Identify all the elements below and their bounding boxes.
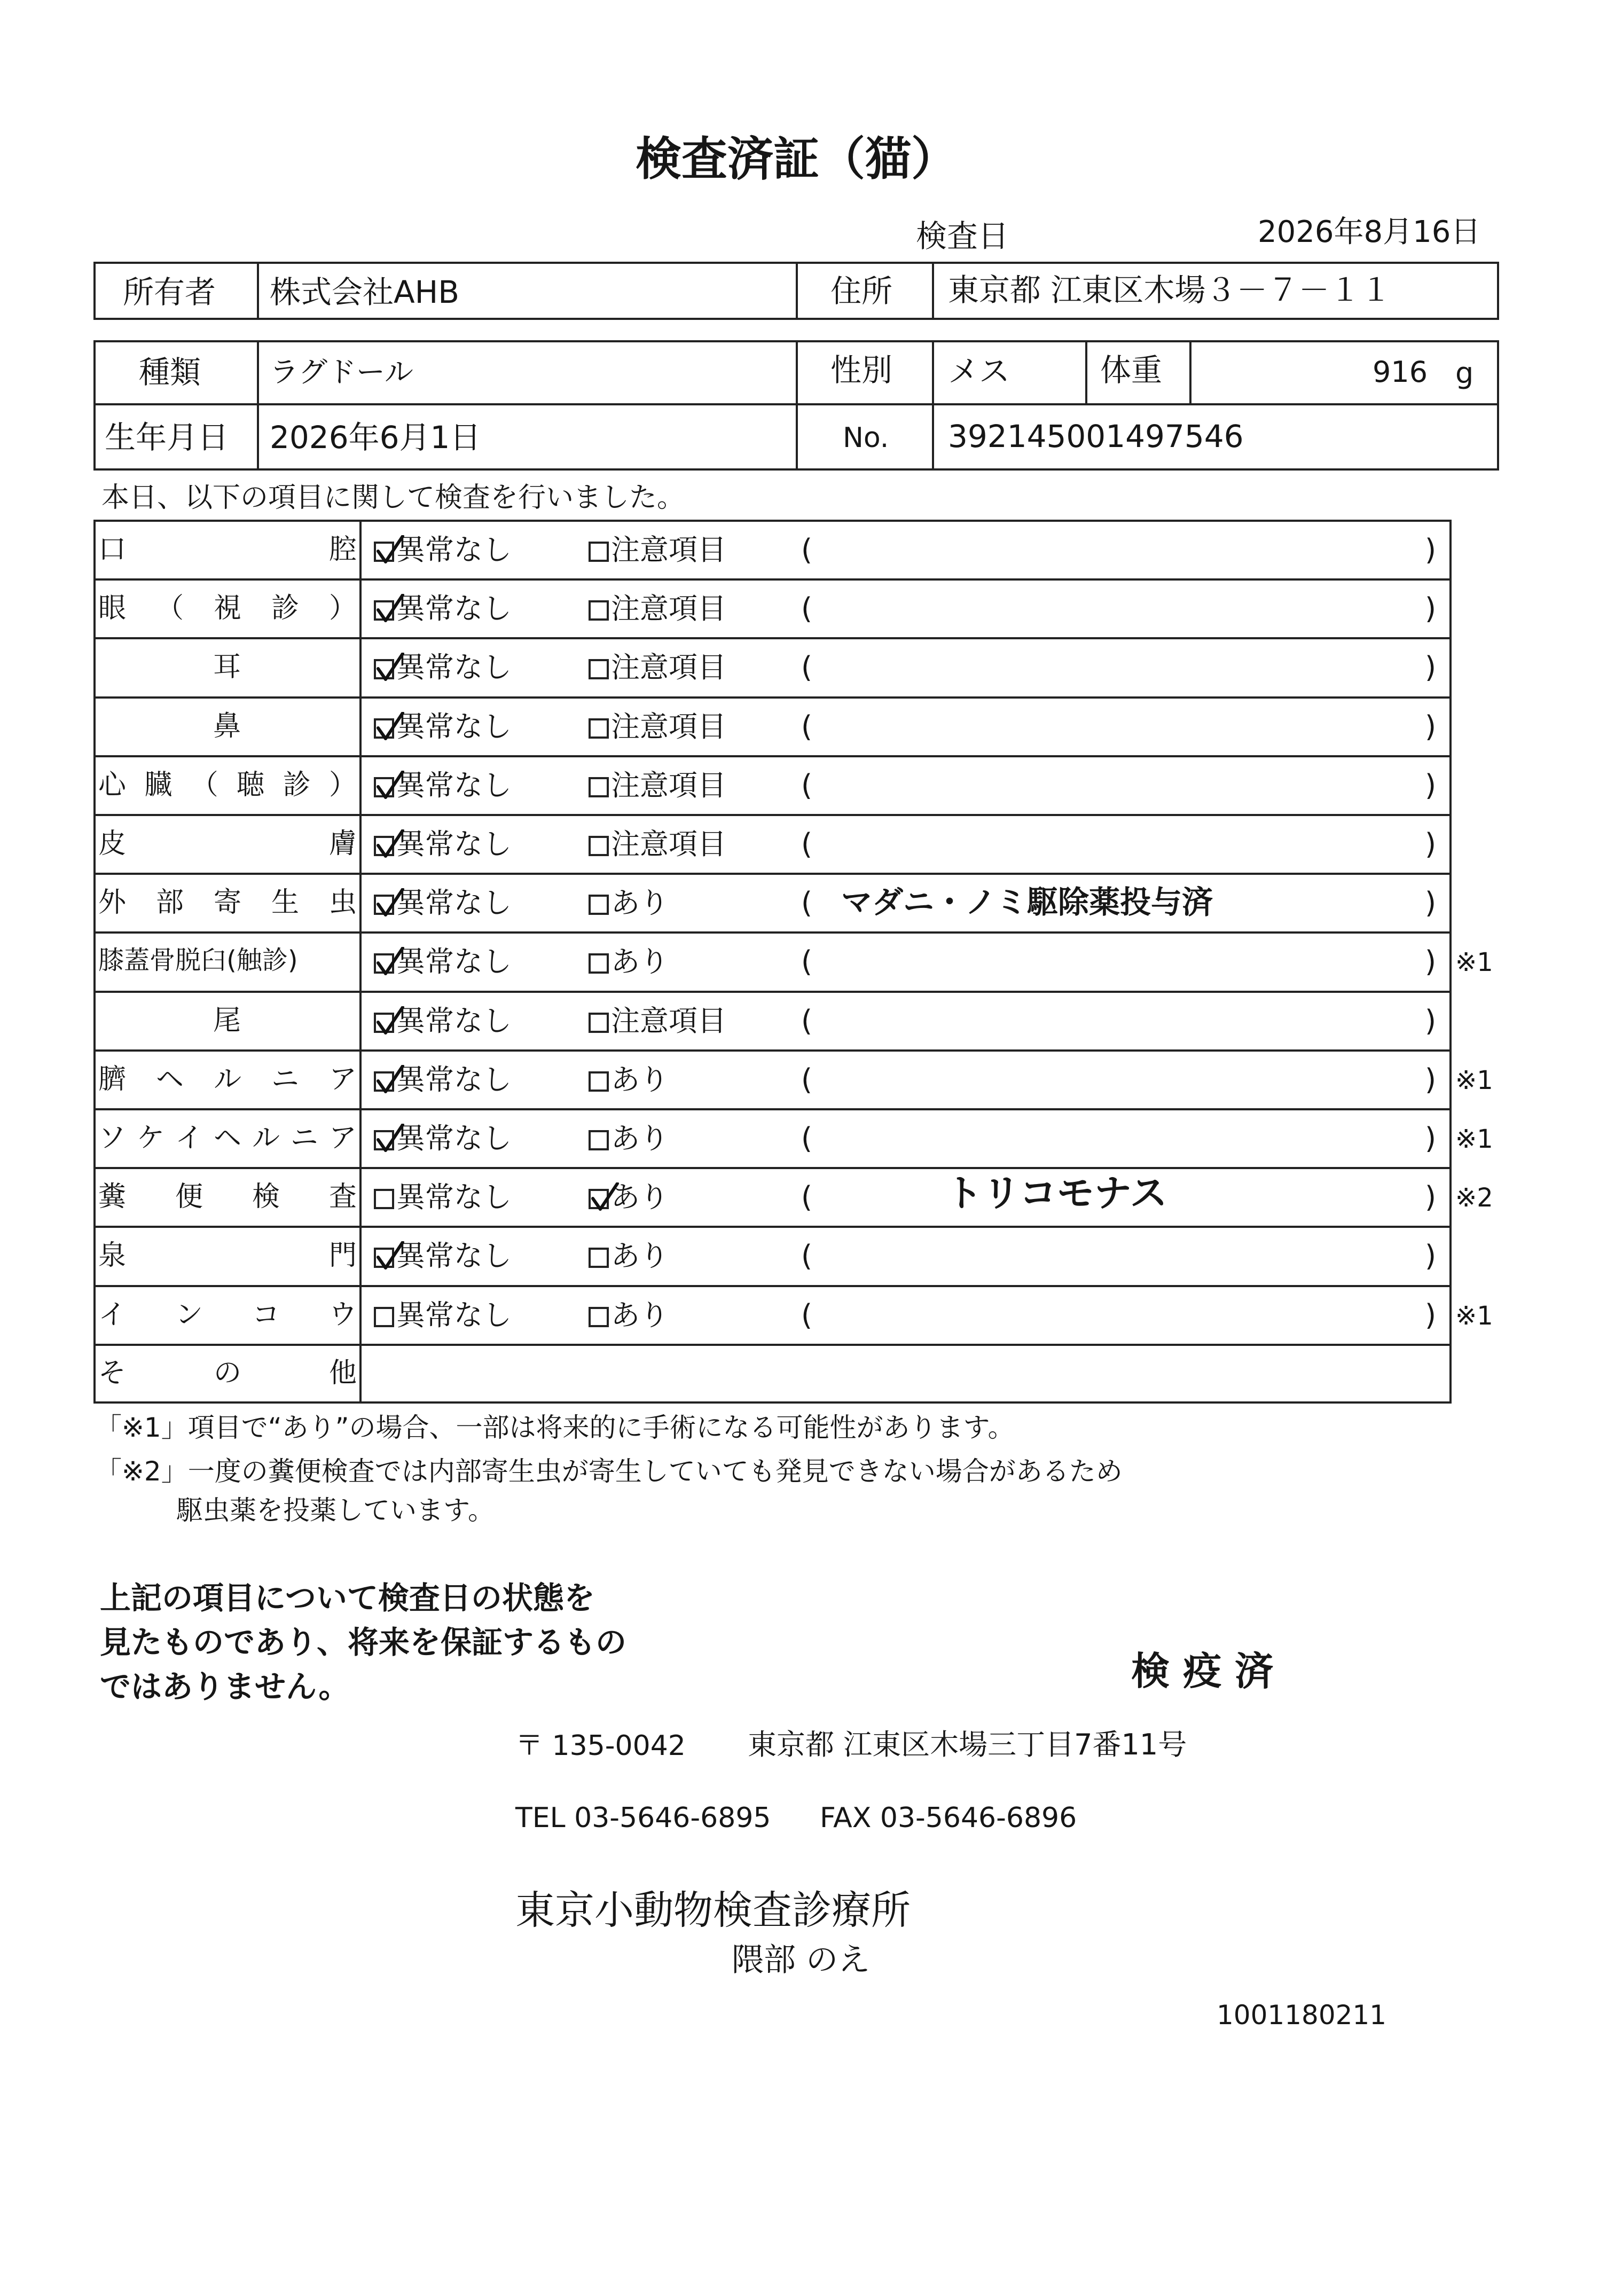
item-label-char: コ [252,1298,280,1331]
item-label-char: 膚 [328,828,357,860]
note-paren-close: ) [1425,1004,1437,1038]
note-paren-open: ( [801,827,813,861]
checkbox-normal[interactable] [374,1248,394,1268]
checkbox-normal[interactable] [374,659,394,679]
note-paren-open: ( [801,1004,813,1038]
option-second-label: あり [611,1062,669,1096]
item-label-char: 虫 [328,887,357,919]
option-second-label: あり [611,945,669,979]
checkbox-second[interactable] [589,1307,609,1327]
row-divider [93,1049,1452,1052]
item-label-char: ( [226,945,237,976]
item-label-char: 口 [98,534,127,566]
note-paren-open: ( [801,592,813,626]
option-second[interactable] [589,768,726,802]
checkbox-normal[interactable] [374,1013,394,1033]
item-label-char: 尾 [213,1004,241,1037]
item-label-char: 触 [236,945,262,976]
address-value: 東京都 江東区木場３－７－１１ [948,272,1392,308]
item-label [160,1004,294,1037]
row-divider [93,1226,1452,1228]
item-label-char: 耳 [213,651,241,684]
checkbox-second[interactable] [589,542,609,562]
item-label-char: 便 [175,1181,203,1213]
row-divider [93,814,1452,816]
option-normal-label: 異常なし [396,945,512,979]
breed-value: ラグドール [270,355,413,389]
owner-label: 所有者 [123,274,216,310]
clinic-tel: TEL 03-5646-6895 [515,1802,771,1834]
disclaimer-line-1: 上記の項目について検査日の状態を [100,1580,595,1616]
sex-label: 性別 [830,352,893,388]
inspection-date: 2026年8月16日 [1258,215,1481,249]
clinic-address: 東京都 江東区木場三丁目7番11号 [748,1728,1187,1761]
option-normal[interactable] [374,533,512,567]
item-label-char: （ [190,769,218,801]
item-label [98,1183,357,1211]
checkbox-normal[interactable] [374,953,394,974]
inspection-date-label: 検査日 [916,218,1009,254]
option-second-label: あり [611,1122,669,1155]
option-normal[interactable] [374,886,512,920]
option-normal[interactable] [374,768,512,802]
checkbox-second[interactable] [589,1130,609,1150]
option-second[interactable] [589,1004,726,1038]
checkbox-normal[interactable] [374,777,394,797]
item-label [98,1298,357,1331]
checkbox-normal[interactable] [374,1189,394,1209]
checkbox-normal[interactable] [374,1307,394,1327]
item-label [98,771,357,799]
option-normal-label: 異常なし [396,592,512,626]
row-divider [93,1285,1452,1287]
row-divider [93,873,1452,875]
option-second[interactable] [589,1062,669,1096]
checkbox-normal[interactable] [374,836,394,856]
note-paren-open: ( [801,533,813,567]
item-label [98,1124,357,1152]
item-reference-mark: ※1 [1455,947,1493,978]
row-divider [93,578,1452,581]
other-label [98,1359,357,1387]
item-label-char: 臼 [201,945,227,976]
item-label-char: ア [328,1122,357,1154]
item-label-char: 脱 [175,945,201,976]
note-paren-close: ) [1425,768,1437,802]
option-normal[interactable] [374,827,512,861]
footnote-1: 「※1」項目で“あり”の場合、一部は将来的に手術になる可能性があります。 [95,1412,1015,1443]
option-second[interactable] [589,1298,669,1332]
disclaimer-line-3: ではありません。 [100,1668,350,1705]
checkbox-second[interactable] [589,953,609,974]
weight-label: 体重 [1100,352,1163,388]
note-paren-close: ) [1425,1298,1437,1332]
footnote-2-line-1: 「※2」一度の糞便検査では内部寄生虫が寄生していても発見できない場合があるため [95,1456,1123,1487]
item-label-char: ウ [328,1298,357,1331]
checkbox-second[interactable] [589,777,609,797]
item-label-char: 臓 [144,769,173,801]
note-paren-close: ) [1425,1180,1437,1214]
option-normal[interactable] [374,709,512,743]
owner-value: 株式会社AHB [270,274,460,310]
option-normal-label: 異常なし [396,1122,512,1155]
note-paren-close: ) [1425,1122,1437,1155]
item-label-char: 糞 [98,1181,127,1213]
item-label-char: ニ [290,1122,318,1154]
item-label-char: 外 [98,887,127,919]
option-normal-label: 異常なし [396,768,512,802]
item-label-char: 聴 [237,769,265,801]
address-label: 住所 [830,273,893,309]
number-label: No. [843,422,889,454]
row-divider [93,1108,1452,1110]
item-label-char: 検 [252,1181,280,1213]
birthdate-value: 2026年6月1日 [270,419,481,456]
item-label-char: 診 [271,592,299,625]
other-label-char-1: そ [98,1357,127,1389]
checkbox-normal[interactable] [374,1071,394,1092]
checkbox-normal[interactable] [374,895,394,915]
item-label-char: 門 [328,1240,357,1272]
item-label-char: 部 [155,887,184,919]
item-reference-mark: ※2 [1455,1183,1493,1213]
intro-text: 本日、以下の項目に関して検査を行いました。 [101,482,685,514]
note-paren-close: ) [1425,592,1437,626]
option-normal[interactable] [374,1004,512,1038]
option-second-label: あり [611,886,669,920]
option-normal[interactable] [374,1298,512,1332]
option-second[interactable] [589,945,669,979]
item-label [98,534,357,566]
item-label [98,1065,357,1093]
item-label [98,945,357,976]
option-normal-label: 異常なし [396,651,512,685]
option-normal[interactable] [374,651,512,685]
item-label-char: 診 [283,769,311,801]
item-label [98,1242,357,1270]
item-label-char: 診 [262,945,288,976]
item-label [98,830,357,858]
item-label-char: 蓋 [124,945,150,976]
option-normal-label: 異常なし [396,827,512,861]
option-second-label: あり [611,1180,669,1214]
option-second-label: 注意項目 [611,827,726,861]
item-label-char: ン [175,1298,203,1331]
clinic-fax: FAX 03-5646-6896 [820,1802,1077,1834]
row-divider [93,931,1452,934]
checkbox-second[interactable] [589,1071,609,1092]
item-reference-mark: ※1 [1455,1300,1493,1331]
item-label-char: 骨 [150,945,176,976]
option-second[interactable] [589,709,726,743]
option-second[interactable] [589,886,669,920]
checkbox-second[interactable] [589,836,609,856]
row-divider [93,637,1452,639]
row-divider [93,1344,1452,1346]
checkbox-second[interactable] [589,600,609,621]
item-label-char: ） [328,769,357,801]
item-label-char: ) [287,945,298,976]
option-second[interactable] [589,827,726,861]
option-second-label: 注意項目 [611,709,726,743]
note-paren-open: ( [801,1062,813,1096]
item-label-char: イ [98,1298,127,1331]
option-normal-label: 異常なし [396,533,512,567]
item-label-char: イ [175,1122,203,1154]
note-paren-open: ( [801,1239,813,1273]
row-divider [93,755,1452,757]
option-normal-label: 異常なし [396,1004,512,1038]
item-label-char: ソ [98,1122,127,1154]
number-value: 392145001497546 [948,418,1244,455]
checkbox-second[interactable] [589,1248,609,1268]
option-second-label: 注意項目 [611,1004,726,1038]
item-label-char: 視 [213,592,241,625]
document-id: 1001180211 [1217,2000,1387,2031]
postal-code: 〒 135-0042 [515,1730,686,1762]
note-paren-open: ( [801,1122,813,1155]
item-label-char: ） [328,592,357,625]
weight-unit: g [1455,356,1474,390]
option-second[interactable] [589,533,726,567]
checkbox-normal[interactable] [374,1130,394,1150]
item-label-char: 泉 [98,1240,127,1272]
option-second-label: 注意項目 [611,533,726,567]
other-label-char-2: の [213,1357,241,1389]
item-label [160,712,294,740]
item-label-char: 臍 [98,1063,127,1095]
option-second[interactable] [589,1180,669,1214]
item-note: マダニ・ノミ駆除薬投与済 [841,884,1213,921]
note-paren-open: ( [801,945,813,979]
note-paren-close: ) [1425,709,1437,743]
item-label-char: ル [252,1122,280,1154]
option-normal-label: 異常なし [396,1180,512,1214]
option-second[interactable] [589,651,726,685]
checkbox-second[interactable] [589,718,609,739]
clinic-name: 東京小動物検査診療所 [515,1887,911,1933]
note-paren-close: ) [1425,1239,1437,1273]
checkbox-normal[interactable] [374,600,394,621]
item-label-char: （ [155,592,184,625]
option-second[interactable] [589,1124,669,1153]
item-label-char: 鼻 [213,710,241,742]
weight-value: 916 [1373,355,1428,389]
row-divider [93,991,1452,993]
checkbox-second[interactable] [589,1013,609,1033]
document-title: 検査済証（猫） [636,132,957,186]
row-divider [93,696,1452,699]
note-paren-open: ( [801,709,813,743]
note-paren-close: ) [1425,945,1437,979]
checkbox-second[interactable] [589,895,609,915]
quarantine-stamp: 検 疫 済 [1131,1649,1274,1694]
note-paren-open: ( [801,1180,813,1214]
option-normal-label: 異常なし [396,886,512,920]
breed-label: 種類 [139,354,201,390]
option-normal-label: 異常なし [396,1062,512,1096]
item-label-char: 生 [271,887,299,919]
other-label-char-3: 他 [328,1357,357,1389]
note-paren-open: ( [801,768,813,802]
doctor-name: 隈部 のえ [732,1941,871,1979]
item-label-char: 心 [98,769,127,801]
option-second-label: あり [611,1239,669,1273]
item-label-char: ヘ [155,1063,184,1095]
item-label [98,887,357,919]
option-second[interactable] [589,592,726,626]
option-normal[interactable] [374,1180,512,1214]
checkbox-second[interactable] [589,659,609,679]
checkbox-normal[interactable] [374,718,394,739]
item-label-char: 腔 [328,534,357,566]
option-normal[interactable] [374,1062,512,1096]
item-label-char: ヘ [213,1122,241,1154]
option-normal[interactable] [374,592,512,626]
option-normal-label: 異常なし [396,1298,512,1332]
checkbox-normal[interactable] [374,542,394,562]
item-label-char: 眼 [98,592,127,625]
item-label-char: ア [328,1063,357,1095]
item-label-char: ニ [271,1063,299,1095]
option-second-label: 注意項目 [611,651,726,685]
option-normal[interactable] [374,1124,512,1153]
note-paren-close: ) [1425,886,1437,920]
note-paren-close: ) [1425,827,1437,861]
item-reference-mark: ※1 [1455,1124,1493,1154]
item-label [160,651,294,684]
item-label [98,592,357,625]
item-label-char: 寄 [213,887,241,919]
option-second[interactable] [589,1239,669,1273]
item-label-char: ケ [136,1122,164,1154]
option-normal-label: 異常なし [396,1239,512,1273]
option-second-label: 注意項目 [611,592,726,626]
item-label-char: 査 [328,1181,357,1213]
note-paren-close: ) [1425,1062,1437,1096]
option-normal[interactable] [374,945,512,979]
option-normal[interactable] [374,1239,512,1273]
item-reference-mark: ※1 [1455,1065,1493,1095]
note-paren-open: ( [801,651,813,685]
disclaimer-line-2: 見たものであり、将来を保証するもの [100,1624,627,1660]
item-note: トリコモナス [945,1171,1167,1216]
option-second-label: あり [611,1298,669,1332]
note-paren-open: ( [801,886,813,920]
item-label-char: 膝 [98,945,124,976]
row-divider [93,1167,1452,1169]
option-normal-label: 異常なし [396,709,512,743]
note-paren-close: ) [1425,533,1437,567]
note-paren-close: ) [1425,651,1437,685]
item-label-char: 皮 [98,828,127,860]
item-label-char: ル [213,1063,241,1095]
note-paren-open: ( [801,1298,813,1332]
footnote-2-line-2: 駆虫薬を投薬しています。 [176,1495,495,1526]
option-second-label: 注意項目 [611,768,726,802]
sex-value: メス [948,353,1010,389]
checkbox-second[interactable] [589,1189,609,1209]
birthdate-label: 生年月日 [105,419,229,456]
